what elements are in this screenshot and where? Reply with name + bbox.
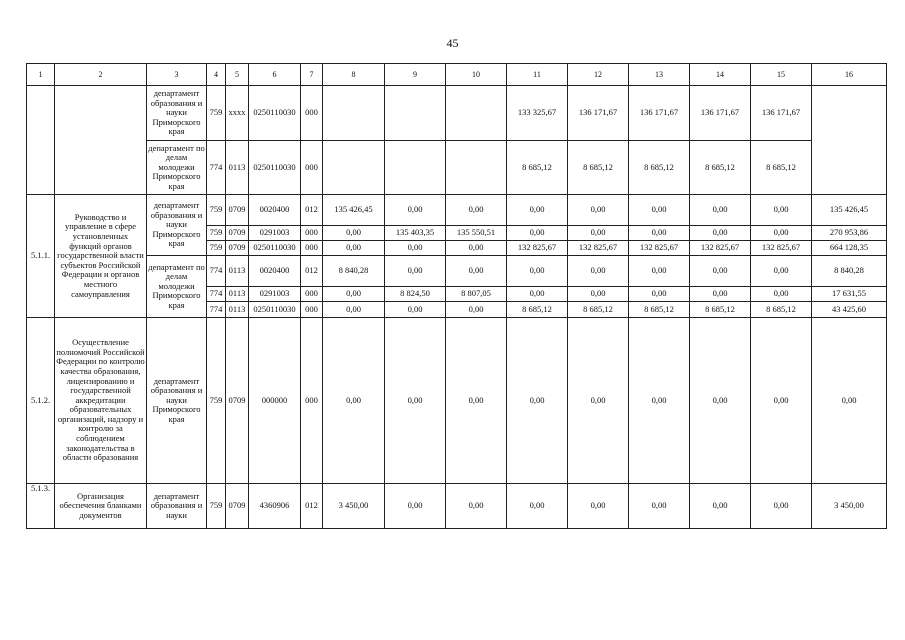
table-cell: 8 840,28 bbox=[323, 256, 385, 287]
table-cell: 0113 bbox=[226, 256, 249, 287]
header-cell: 13 bbox=[629, 64, 690, 86]
table-cell: 0,00 bbox=[629, 484, 690, 529]
table-cell: 0250110030 bbox=[249, 141, 301, 195]
table-cell: 0113 bbox=[226, 141, 249, 195]
table-cell: xxxx bbox=[226, 86, 249, 141]
section-number: 5.1.3. bbox=[27, 484, 55, 529]
table-row bbox=[27, 141, 887, 195]
header-cell: 7 bbox=[301, 64, 323, 86]
table-cell: 135 426,45 bbox=[323, 195, 385, 226]
header-row bbox=[27, 64, 887, 86]
table-cell: 759 bbox=[207, 318, 226, 484]
table-cell: 8 685,12 bbox=[568, 141, 629, 195]
header-cell: 12 bbox=[568, 64, 629, 86]
table-cell: 0709 bbox=[226, 241, 249, 256]
table-cell: 0,00 bbox=[568, 484, 629, 529]
table-cell: 8 807,05 bbox=[446, 287, 507, 302]
table-cell: 43 425,60 bbox=[812, 302, 887, 318]
table-cell: 0291003 bbox=[249, 287, 301, 302]
table-cell bbox=[323, 86, 385, 141]
header-cell: 2 bbox=[55, 64, 147, 86]
table-cell: 0,00 bbox=[507, 226, 568, 241]
table-cell: 0,00 bbox=[690, 318, 751, 484]
table-cell: 3 450,00 bbox=[812, 484, 887, 529]
table-cell: 0,00 bbox=[629, 195, 690, 226]
table-cell: 0,00 bbox=[751, 484, 812, 529]
dept-cell: департамент по делам молодежи Приморского края bbox=[147, 141, 207, 195]
table-cell: 0,00 bbox=[629, 256, 690, 287]
table-cell: 0,00 bbox=[385, 318, 446, 484]
table-cell: 0,00 bbox=[690, 256, 751, 287]
table-cell: 0,00 bbox=[446, 318, 507, 484]
table-cell: 0,00 bbox=[507, 484, 568, 529]
table-cell: 0,00 bbox=[507, 287, 568, 302]
header-cell: 16 bbox=[812, 64, 887, 86]
table-cell: 0020400 bbox=[249, 256, 301, 287]
dept-cell: департамент образования и науки bbox=[147, 484, 207, 529]
table-cell: 0,00 bbox=[323, 226, 385, 241]
table-cell: 0,00 bbox=[385, 302, 446, 318]
header-cell: 9 bbox=[385, 64, 446, 86]
table-cell: 133 325,67 bbox=[507, 86, 568, 141]
table-cell: 0,00 bbox=[323, 302, 385, 318]
table-cell: 0709 bbox=[226, 318, 249, 484]
table-cell: 012 bbox=[301, 256, 323, 287]
header-cell: 15 bbox=[751, 64, 812, 86]
table-cell: 135 403,35 bbox=[385, 226, 446, 241]
table-cell: 0,00 bbox=[446, 195, 507, 226]
table-cell: 0,00 bbox=[507, 195, 568, 226]
table-cell: 774 bbox=[207, 141, 226, 195]
table-cell: 759 bbox=[207, 86, 226, 141]
table-cell: 0,00 bbox=[629, 287, 690, 302]
table-cell: 8 685,12 bbox=[507, 141, 568, 195]
table-cell: 0,00 bbox=[629, 318, 690, 484]
table-cell: 0,00 bbox=[568, 256, 629, 287]
budget-table bbox=[26, 63, 887, 529]
dept-cell: департамент образования и науки Приморского края bbox=[147, 86, 207, 141]
table-cell: 0113 bbox=[226, 302, 249, 318]
table-cell: 0,00 bbox=[751, 318, 812, 484]
header-cell: 10 bbox=[446, 64, 507, 86]
table-cell: 000 bbox=[301, 318, 323, 484]
table-cell: 0,00 bbox=[446, 302, 507, 318]
table-cell: 132 825,67 bbox=[690, 241, 751, 256]
table-cell: 000 bbox=[301, 86, 323, 141]
table-cell: 0,00 bbox=[751, 287, 812, 302]
table-cell: 8 840,28 bbox=[812, 256, 887, 287]
table-cell: 8 824,50 bbox=[385, 287, 446, 302]
table-cell: 774 bbox=[207, 287, 226, 302]
table-cell: 8 685,12 bbox=[568, 302, 629, 318]
table-cell bbox=[385, 86, 446, 141]
table-cell: 0709 bbox=[226, 484, 249, 529]
header-cell: 14 bbox=[690, 64, 751, 86]
dept-cell: департамент образования и науки Приморского края bbox=[147, 318, 207, 484]
empty-cell bbox=[27, 86, 55, 195]
table-cell: 774 bbox=[207, 256, 226, 287]
table-cell: 0,00 bbox=[385, 484, 446, 529]
table-cell: 0,00 bbox=[323, 241, 385, 256]
table-cell: 0,00 bbox=[751, 226, 812, 241]
table-cell: 4360906 bbox=[249, 484, 301, 529]
table-cell: 774 bbox=[207, 302, 226, 318]
table-cell: 0,00 bbox=[323, 287, 385, 302]
dept-cell: департамент образования и науки Приморского края bbox=[147, 195, 207, 256]
table-cell: 0709 bbox=[226, 195, 249, 226]
table-cell: 0,00 bbox=[568, 318, 629, 484]
table-cell: 8 685,12 bbox=[751, 141, 812, 195]
header-cell: 3 bbox=[147, 64, 207, 86]
table-cell: 664 128,35 bbox=[812, 241, 887, 256]
table-cell: 759 bbox=[207, 484, 226, 529]
section-number: 5.1.1. bbox=[27, 195, 55, 318]
table-cell: 0113 bbox=[226, 287, 249, 302]
table-cell: 0,00 bbox=[690, 287, 751, 302]
table-cell: 0,00 bbox=[507, 318, 568, 484]
table-cell: 759 bbox=[207, 195, 226, 226]
table-cell: 8 685,12 bbox=[690, 302, 751, 318]
table-cell: 0291003 bbox=[249, 226, 301, 241]
table-cell: 8 685,12 bbox=[507, 302, 568, 318]
table-cell: 0020400 bbox=[249, 195, 301, 226]
table-cell: 0,00 bbox=[385, 241, 446, 256]
table-row bbox=[27, 256, 887, 287]
table-cell: 132 825,67 bbox=[507, 241, 568, 256]
table-cell: 000000 bbox=[249, 318, 301, 484]
table-cell: 8 685,12 bbox=[629, 141, 690, 195]
table-cell: 0,00 bbox=[446, 484, 507, 529]
table-cell: 0,00 bbox=[690, 484, 751, 529]
table-cell: 0,00 bbox=[385, 195, 446, 226]
table-cell: 0,00 bbox=[446, 241, 507, 256]
table-cell: 136 171,67 bbox=[629, 86, 690, 141]
table-cell: 0250110030 bbox=[249, 86, 301, 141]
table-cell: 17 631,55 bbox=[812, 287, 887, 302]
table-cell: 8 685,12 bbox=[629, 302, 690, 318]
table-cell bbox=[323, 141, 385, 195]
table-cell: 759 bbox=[207, 226, 226, 241]
header-cell: 1 bbox=[27, 64, 55, 86]
table-cell: 132 825,67 bbox=[629, 241, 690, 256]
table-cell: 0,00 bbox=[568, 226, 629, 241]
table-cell bbox=[446, 141, 507, 195]
table-cell: 0,00 bbox=[812, 318, 887, 484]
table-cell: 0,00 bbox=[568, 287, 629, 302]
table-cell: 135 550,51 bbox=[446, 226, 507, 241]
table-cell: 0250110030 bbox=[249, 302, 301, 318]
table-cell: 0,00 bbox=[629, 226, 690, 241]
page-number: 45 bbox=[446, 36, 459, 50]
table-cell bbox=[446, 86, 507, 141]
section-name: Организация обеспечения бланками документов bbox=[55, 484, 147, 529]
header-cell: 6 bbox=[249, 64, 301, 86]
table-cell: 270 953,86 bbox=[812, 226, 887, 241]
dept-cell: департамент по делам молодежи Приморского края bbox=[147, 256, 207, 318]
table-cell: 132 825,67 bbox=[568, 241, 629, 256]
table-row bbox=[27, 195, 887, 226]
table-cell bbox=[385, 141, 446, 195]
table-row bbox=[27, 86, 887, 141]
table-cell: 0,00 bbox=[751, 256, 812, 287]
header-cell: 11 bbox=[507, 64, 568, 86]
table-row bbox=[27, 318, 887, 484]
table-cell: 012 bbox=[301, 484, 323, 529]
table-cell: 0,00 bbox=[751, 195, 812, 226]
table-cell bbox=[812, 86, 887, 195]
table-cell: 8 685,12 bbox=[690, 141, 751, 195]
table-cell: 132 825,67 bbox=[751, 241, 812, 256]
header-cell: 8 bbox=[323, 64, 385, 86]
table-cell: 0,00 bbox=[323, 318, 385, 484]
table-cell: 136 171,67 bbox=[751, 86, 812, 141]
table-cell: 000 bbox=[301, 287, 323, 302]
table-cell: 0,00 bbox=[690, 226, 751, 241]
header-cell: 5 bbox=[226, 64, 249, 86]
table-cell: 012 bbox=[301, 195, 323, 226]
table-cell: 8 685,12 bbox=[751, 302, 812, 318]
section-name: Руководство и управление в сфере установленных функций органов государственной власти субъектов Российской Федерации и органов местного самоуправления bbox=[55, 195, 147, 318]
table-cell: 136 171,67 bbox=[690, 86, 751, 141]
table-cell: 0250110030 bbox=[249, 241, 301, 256]
table-cell: 135 426,45 bbox=[812, 195, 887, 226]
table-cell: 000 bbox=[301, 141, 323, 195]
section-name: Осуществление полномочий Российской Федерации по контролю качества образования, лицензированию и государственной аккредитации образовательных организаций, надзору и контролю за соблюдением законодательства в области образования bbox=[55, 318, 147, 484]
table-cell: 0,00 bbox=[568, 195, 629, 226]
section-number: 5.1.2. bbox=[27, 318, 55, 484]
table-cell: 3 450,00 bbox=[323, 484, 385, 529]
table-row bbox=[27, 484, 887, 529]
table-cell: 759 bbox=[207, 241, 226, 256]
table-cell: 0,00 bbox=[690, 195, 751, 226]
table-cell: 136 171,67 bbox=[568, 86, 629, 141]
table-cell: 0,00 bbox=[446, 256, 507, 287]
header-cell: 4 bbox=[207, 64, 226, 86]
table-cell: 000 bbox=[301, 226, 323, 241]
table-cell: 0,00 bbox=[507, 256, 568, 287]
table-cell: 0,00 bbox=[385, 256, 446, 287]
table-cell: 000 bbox=[301, 241, 323, 256]
empty-cell bbox=[55, 86, 147, 195]
table-cell: 0709 bbox=[226, 226, 249, 241]
table-cell: 000 bbox=[301, 302, 323, 318]
